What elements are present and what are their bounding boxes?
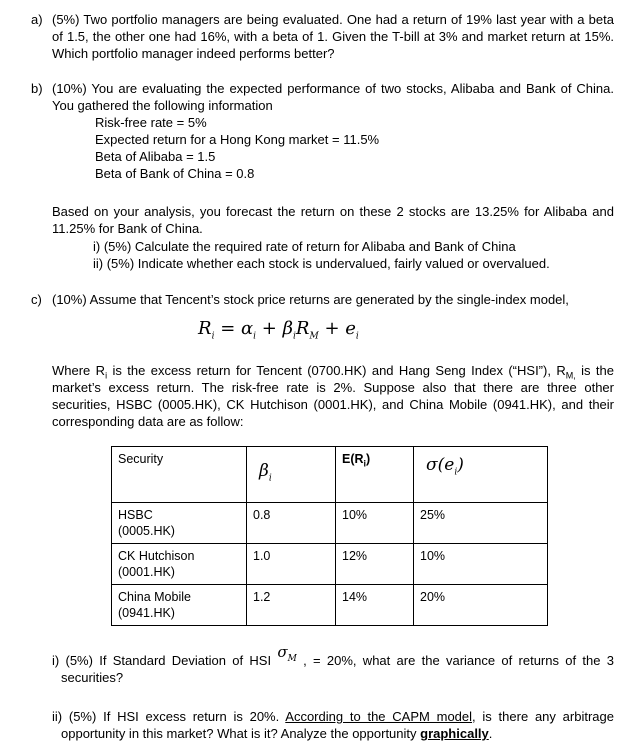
part-a-marker: a) xyxy=(31,12,43,27)
table-header-row xyxy=(112,447,548,503)
info-beta-alibaba: Beta of Alibaba = 1.5 xyxy=(95,149,216,164)
header-beta: $\beta_i$ xyxy=(247,447,336,503)
securities-table xyxy=(111,446,548,626)
cell-expected-return: 14% xyxy=(336,585,414,626)
part-b-intro: (10%) You are evaluating the expected performance of two stocks, Alibaba and Bank of China. You gathered the following information xyxy=(52,81,614,113)
part-b-question-2: ii) (5%) Indicate whether each stock is undervalued, fairly valued or overvalued. xyxy=(93,256,550,271)
capm-model-link: According to the CAPM model xyxy=(285,709,473,724)
info-beta-boc: Beta of Bank of China = 0.8 xyxy=(95,166,255,181)
part-b-info-list xyxy=(95,114,379,182)
table-row xyxy=(112,503,548,544)
cell-security: HSBC (0005.HK) xyxy=(112,503,247,544)
part-c-where-text: Where $R_i$ is the excess return for Tencent (0700.HK) and Hang Seng Index (“HSI”), $R_{M,}$ is the market’s excess return. The risk-free rate is 2%. Suppose also that there are three other securities, HSBC (0005.HK), CK Hutchison (0001.HK), and China Mobile (0941.HK), and their corresponding data are as follow: xyxy=(52,363,615,429)
part-b-marker: b) xyxy=(31,81,43,96)
info-market-return: Expected return for a Hong Kong market = 11.5% xyxy=(95,132,380,147)
part-c-intro: (10%) Assume that Tencent’s stock price returns are generated by the single-index model, xyxy=(52,292,569,307)
table-row xyxy=(112,585,548,626)
part-b-analysis: Based on your analysis, you forecast the return on these 2 stocks are 13.25% for Alibaba and 11.25% for Bank of China. xyxy=(52,204,614,236)
graphically-emphasis: graphically xyxy=(420,726,489,741)
cell-beta: 1.0 xyxy=(247,544,336,585)
cell-beta: 1.2 xyxy=(247,585,336,626)
cell-expected-return: 12% xyxy=(336,544,414,585)
cell-residual-sd: 25% xyxy=(414,503,548,544)
single-index-formula: $R_i = \alpha_i + \beta_iR_M + e_i$ xyxy=(198,318,359,342)
table-row xyxy=(112,544,548,585)
cell-security: China Mobile (0941.HK) xyxy=(112,585,247,626)
part-b-question-1: i) (5%) Calculate the required rate of return for Alibaba and Bank of China xyxy=(93,239,516,254)
part-c-marker: c) xyxy=(31,292,42,307)
part-a-text: (5%) Two portfolio managers are being evaluated. One had a return of 19% last year with a beta of 1.5, the other one had 16%, with a beta of 1. Given the T-bill at 3% and market return at 15%. Which portfolio manager indeed performs better? xyxy=(52,12,614,61)
info-risk-free: Risk-free rate = 5% xyxy=(95,115,207,130)
header-residual-sd: $\sigma(e_i)$ xyxy=(414,447,548,503)
cell-residual-sd: 10% xyxy=(414,544,548,585)
cell-expected-return: 10% xyxy=(336,503,414,544)
cell-residual-sd: 20% xyxy=(414,585,548,626)
part-b-questions xyxy=(93,238,550,272)
part-c-question-1: i) (5%) If Standard Deviation of HSI $\sigma_M$ , = 20%, what are the variance of returns of the 3 securities? xyxy=(52,643,614,685)
cell-beta: 0.8 xyxy=(247,503,336,544)
cell-security: CK Hutchison (0001.HK) xyxy=(112,544,247,585)
part-c-question-2: ii) (5%) If HSI excess return is 20%. According to the CAPM model, is there any arbitrage opportunity in this market? What is it? Analyze the opportunity graphically. xyxy=(52,709,614,741)
header-expected-return: $E(R_i)$ xyxy=(336,447,414,503)
header-security: Security xyxy=(112,447,247,503)
